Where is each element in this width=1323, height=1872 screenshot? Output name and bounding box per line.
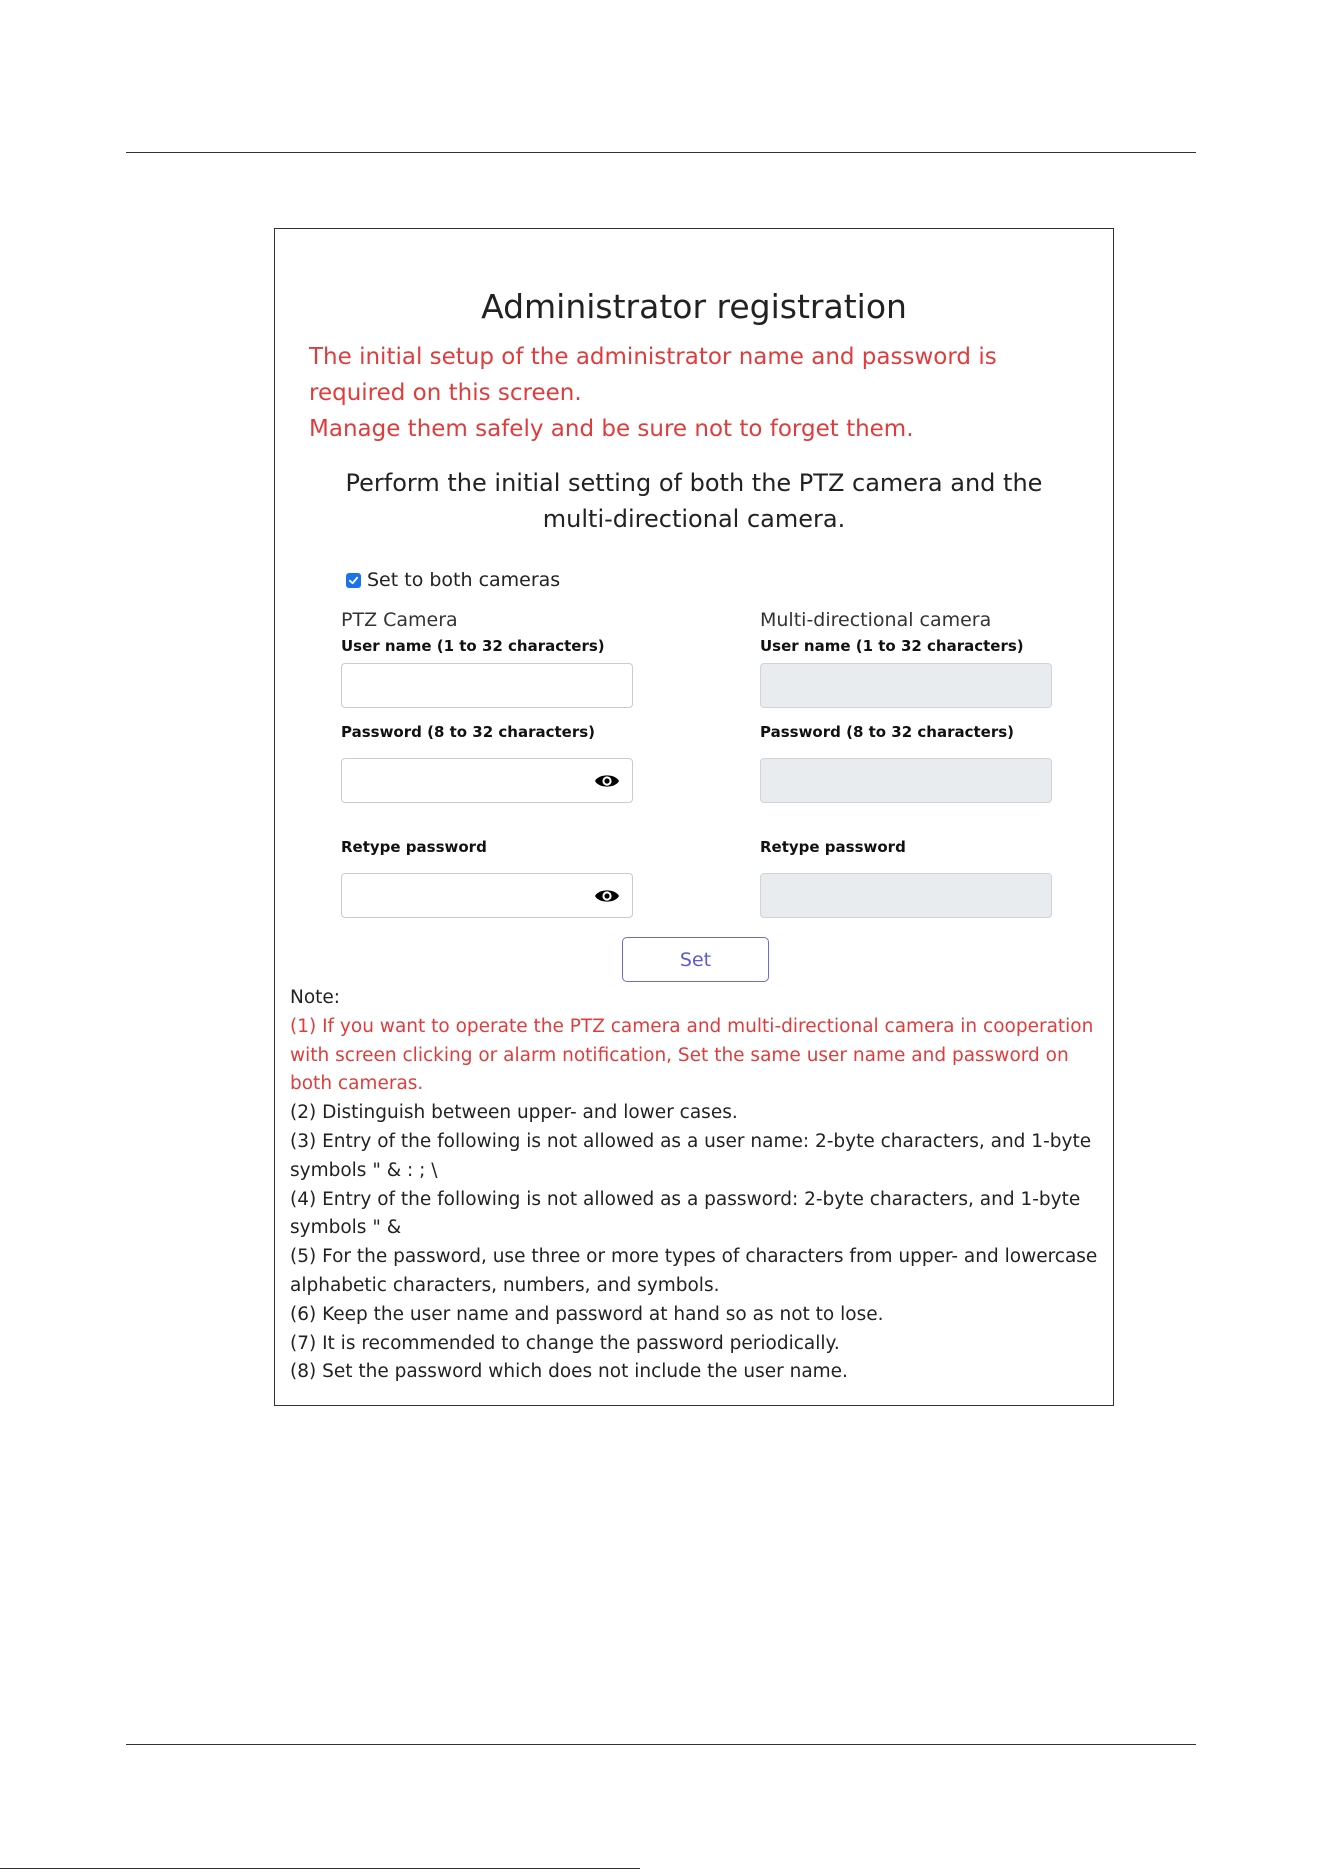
multi-username-label: User name (1 to 32 characters) <box>760 637 1024 655</box>
eye-icon[interactable] <box>594 771 620 791</box>
multi-username-input <box>760 663 1052 708</box>
note-item: (6) Keep the user name and password at hand so as not to lose. <box>290 1303 884 1325</box>
warning-message <box>309 339 1009 447</box>
ptz-camera-heading: PTZ Camera <box>341 609 458 631</box>
warning-line: The initial setup of the administrator name and password is <box>309 344 997 370</box>
note-item: (1) If you want to operate the PTZ camera and multi-directional camera in cooperation with screen clicking or alarm notification, Set the same user name and password on both cameras. <box>290 1015 1094 1095</box>
multi-password-input <box>760 758 1052 803</box>
ptz-retype-input[interactable] <box>341 873 633 918</box>
multi-password-label: Password (8 to 32 characters) <box>760 723 1015 741</box>
note-item: (7) It is recommended to change the password periodically. <box>290 1332 840 1354</box>
notes-section <box>290 984 1100 1387</box>
ptz-retype-label: Retype password <box>341 838 487 856</box>
multi-retype-input <box>760 873 1052 918</box>
multi-camera-column <box>760 607 1052 856</box>
set-both-label: Set to both cameras <box>367 569 561 591</box>
note-item: (3) Entry of the following is not allowed as a user name: 2-byte characters, and 1-byte symbols " & : ; \ <box>290 1130 1092 1181</box>
instruction-text: Perform the initial setting of both the PTZ camera and the multi-directional camera. <box>345 469 1043 533</box>
multi-camera-heading: Multi-directional camera <box>760 609 992 631</box>
page-header-rule <box>126 152 1196 153</box>
page-footer-rule <box>126 1744 1196 1745</box>
notes-heading: Note: <box>290 987 341 1008</box>
note-item: (2) Distinguish between upper- and lower cases. <box>290 1102 738 1124</box>
page-title: Administrator registration <box>481 287 907 326</box>
ptz-username-label: User name (1 to 32 characters) <box>341 637 605 655</box>
checkmark-icon <box>348 575 359 586</box>
note-item: (5) For the password, use three or more types of characters from upper- and lowercase alphabetic characters, numbers, and symbols. <box>290 1246 1098 1296</box>
note-item: (4) Entry of the following is not allowed as a password: 2-byte characters, and 1-byte symbols " & <box>290 1188 1081 1239</box>
ptz-password-label: Password (8 to 32 characters) <box>341 723 596 741</box>
footnote-rule <box>0 1868 640 1869</box>
ptz-username-input[interactable] <box>341 663 633 708</box>
eye-icon[interactable] <box>594 886 620 906</box>
set-button[interactable]: Set <box>622 937 769 982</box>
ptz-camera-column <box>341 607 633 856</box>
ptz-password-input[interactable] <box>341 758 633 803</box>
set-both-checkbox[interactable] <box>346 573 361 588</box>
multi-retype-label: Retype password <box>760 838 906 856</box>
admin-registration-panel <box>274 228 1114 1406</box>
warning-line: Manage them safely and be sure not to forget them. <box>309 416 914 442</box>
set-both-row <box>346 569 560 591</box>
warning-line: required on this screen. <box>309 380 582 406</box>
note-item: (8) Set the password which does not include the user name. <box>290 1361 848 1383</box>
